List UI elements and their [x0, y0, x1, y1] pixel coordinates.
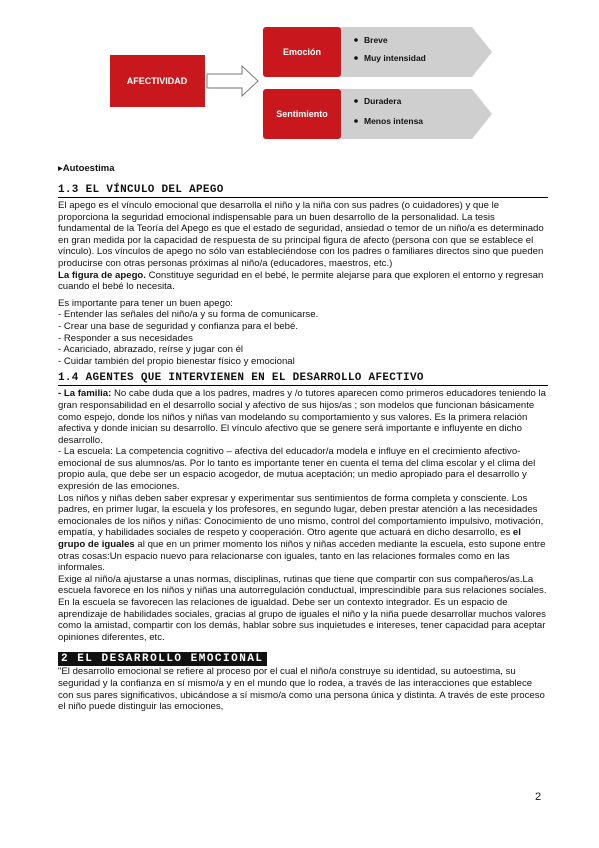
- text: Constituye seguridad en el bebé, le permite alejarse para que exploren el entorno y regresan cuando el bebé lo necesita.: [58, 269, 544, 293]
- list-item: - Acariciado, abrazado, reírse y jugar con él: [58, 344, 244, 356]
- paragraph: Exige al niño/a ajustarse a unas normas, disciplinas, rutinas que tiene que compartir con sus compañeros/as.La escuela favorece en los niños y niñas una autorregulación conductual, imprescindible para sus relaciones sociales.: [58, 573, 547, 597]
- bottom-item-1: Duradera: [364, 96, 402, 106]
- text: No cabe duda que a los padres, madres y /o tutores aparecen como primeros educadores teniendo la gran responsabilidad en el desarrollo social y afectivo de sus hijos/as ; son modelos que funcionan básicamente como espejo, donde los niños y niñas van modelando su comportamiento y sus valores. Es la primera relación afectiva y donde inician su desarrollo. El vínculo afectivo que se genere será importante e influyente en dicho desarrollo.: [58, 388, 546, 446]
- paragraph: En la escuela se favorecen las relaciones de igualdad. Debe ser un contexto integrador. Es un espacio de aprendizaje de habilidades sociales, gracias al grupo de iguales el niño y la niña puede desarrollar muchos valores como la amistad, compartir con los demás, hablar sobre sus inquietudes e intereses, tener capacidad para aceptar opiniones diferentes, etc.: [58, 597, 546, 643]
- top-grey-arrow: [340, 27, 492, 77]
- bottom-grey-arrow: [340, 89, 492, 139]
- bullet-dot: [354, 99, 358, 103]
- paragraph: [58, 493, 548, 574]
- paragraph: [58, 270, 548, 293]
- bullet-dot: [354, 119, 358, 123]
- list-item: - Entender las señales del niño/a y su forma de comunicarse.: [58, 309, 319, 321]
- affectivity-diagram: [0, 0, 599, 150]
- section-heading-1-4: 1.4 AGENTES QUE INTERVIENEN EN EL DESARROLLO AFECTIVO: [58, 372, 548, 386]
- section-heading-2: 2 EL DESARROLLO EMOCIONAL: [58, 652, 267, 666]
- top-item-2: Muy intensidad: [364, 53, 426, 63]
- page-number: 2: [535, 791, 542, 803]
- autoestima-bullet: ▸Autoestima: [58, 163, 115, 174]
- paragraph: - La escuela: La competencia cognitivo – afectiva del educador/a modela e influye en el crecimiento afectivo-emocional de sus alumnos/as. Por lo tanto es importante tener en cuenta el tema del clima escolar y el clima del propio aula, que debe ser un espacio acogedor, de mutua aceptación; un medio apropiado para el desarrollo y expresión de las emociones.: [58, 446, 536, 493]
- text: Los niños y niñas deben saber expresar y experimentar sus sentimientos de forma completa y consciente. Los padres, en primer lugar, la escuela y los profesores, en segundo lugar, deben prestar atención a las necesidades emocionales de los niños y niñas: Conocimiento de uno mismo, control del comportamiento impulsivo, motivación, empatía, y habilidades sociales de respeto y cooperación. Otro agente que actuará en dicho desarrollo, es: [58, 492, 544, 539]
- list-item: - Cuidar también del propio bienestar físico y emocional: [58, 355, 295, 367]
- paragraph: [58, 388, 548, 446]
- section-heading-1-3: 1.3 EL VÍNCULO DEL APEGO: [58, 184, 548, 198]
- document-body: [58, 184, 548, 713]
- afectividad-label: AFECTIVIDAD: [126, 76, 188, 86]
- bullet-dot: [354, 38, 358, 42]
- sentimiento-label: Sentimiento: [276, 109, 328, 119]
- bullet-dot: [354, 56, 358, 60]
- list-item: - Crear una base de seguridad y confianza para el bebé.: [58, 320, 298, 332]
- connector-arrow: [207, 66, 258, 96]
- paragraph: El apego es el vínculo emocional que desarrolla el niño y la niña con sus padres (o cuidadores) y que le proporciona la seguridad emocional indispensable para un buen desarrollo de la personalidad. La tesis fundamental de la Teoría del Apego es que el estado de seguridad, ansiedad o temor de un niño/a es determinado en gran medida por la capacidad de respuesta de su principal figura de afecto (persona con que se establece el vínculo). Los vínculos de apego no sólo van estableciéndose con los padres o familiares directos sino que pueden producirse con otras personas próximas al niño/a (educadores, maestros, etc.): [58, 200, 544, 269]
- emocion-label: Emoción: [282, 47, 322, 57]
- bottom-item-2: Menos intensa: [364, 116, 424, 126]
- paragraph: Es importante para tener un buen apego:: [58, 297, 233, 309]
- text: al que en un primer momento los niños y niñas acceden mediante la escuela, esto supone entre otras cosas:Un espacio nuevo para relacionarse con iguales, tanto en las relaciones formales como en las informales.: [58, 539, 546, 574]
- top-item-1: Breve: [364, 35, 388, 45]
- bold-term: el grupo de iguales: [58, 527, 521, 551]
- bold-term: La figura de apego.: [58, 269, 146, 281]
- list-item: - Responder a sus necesidades: [58, 332, 193, 344]
- paragraph: "El desarrollo emocional se refiere al proceso por el cual el niño/a construye su identidad, su autoestima, su seguridad y la confianza en sí mismo/a y en el mundo que lo rodea, a través de las interacciones que establece con sus pares significativos, ubicándose a sí mismo/a como una persona única y distinta. A través de este proceso el niño puede distinguir las emociones,: [58, 666, 545, 713]
- bold-term: - La familia:: [58, 388, 112, 400]
